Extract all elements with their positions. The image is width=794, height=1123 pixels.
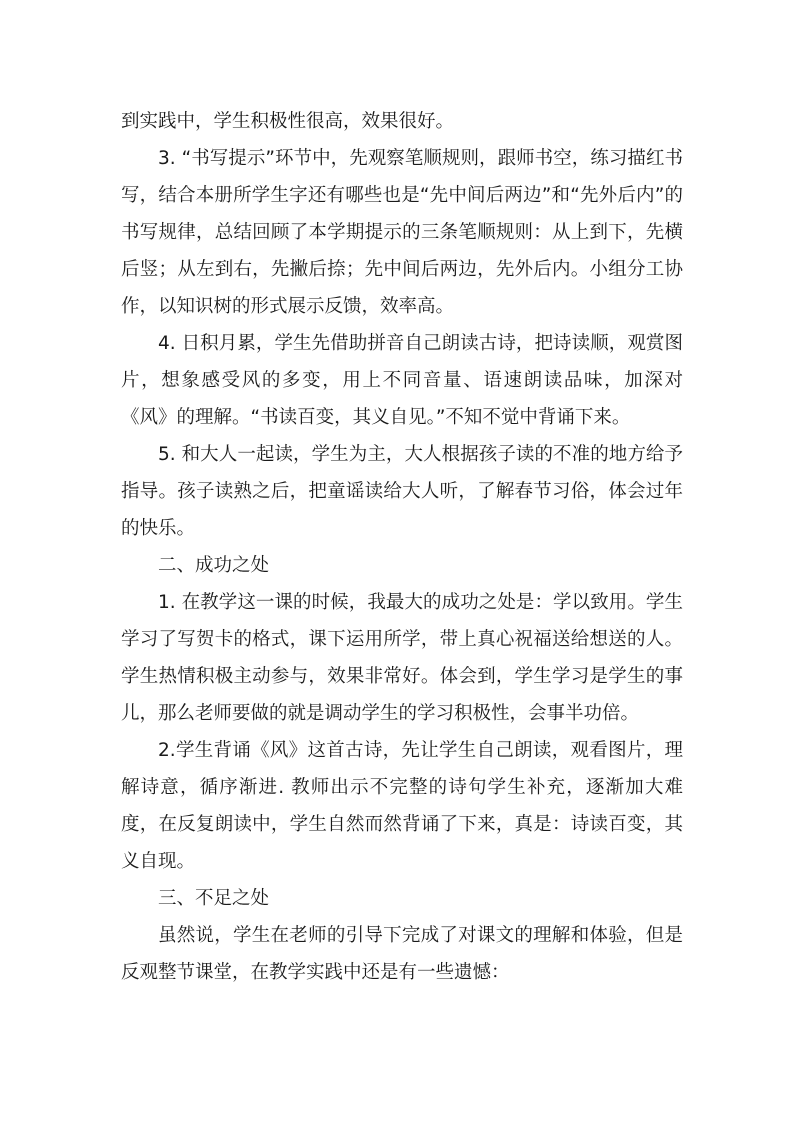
paragraph-success-1: 1. 在教学这一课的时候，我最大的成功之处是：学以致用。学生学习了写贺卡的格式，课下运用所学，带上真心祝福送给想送的人。学生热情积极主动参与，效果非常好。体会到，学生学习是学生的事儿，那么老师要做的就是调动学生的学习积极性，会事半功倍。 (121, 592, 683, 724)
paragraph-item-4-daily-accumulation: 4. 日积月累，学生先借助拼音自己朗读古诗，把诗读顺，观赏图片，想象感受风的多变，用上不同音量、语速朗读品味，加深对《风》的理解。“书读百变，其义自见。”不知不觉中背诵下来。 (121, 333, 683, 428)
paragraph-item-5-read-with-adults: 5. 和大人一起读，学生为主，大人根据孩子读的不准的地方给予指导。孩子读熟之后，把童谣读给大人听，了解春节习俗，体会过年的快乐。 (121, 444, 683, 539)
document-body (121, 103, 683, 991)
paragraph-shortcomings-intro: 虽然说，学生在老师的引导下完成了对课文的理解和体验，但是反观整节课堂，在教学实践中还是有一些遗憾： (121, 925, 683, 983)
section-heading-successes: 二、成功之处 (158, 555, 270, 576)
paragraph-success-2: 2.学生背诵《风》这首古诗，先让学生自己朗读，观看图片，理解诗意，循序渐进. 教师出示不完整的诗句学生补充，逐渐加大难度，在反复朗读中，学生自然而然背诵了下来，真是：诗读百变，其义自现。 (121, 740, 683, 872)
paragraph-continuation: 到实践中，学生积极性很高，效果很好。 (121, 111, 455, 132)
section-heading-shortcomings: 三、不足之处 (158, 888, 270, 909)
paragraph-item-3-writing-tips: 3. “书写提示”环节中，先观察笔顺规则，跟师书空，练习描红书写，结合本册所学生字还有哪些也是“先中间后两边”和“先外后内”的书写规律，总结回顾了本学期提示的三条笔顺规则：从上到下，先横后竖；从左到右，先撇后捺；先中间后两边，先外后内。小组分工协作，以知识树的形式展示反馈，效率高。 (121, 148, 683, 317)
